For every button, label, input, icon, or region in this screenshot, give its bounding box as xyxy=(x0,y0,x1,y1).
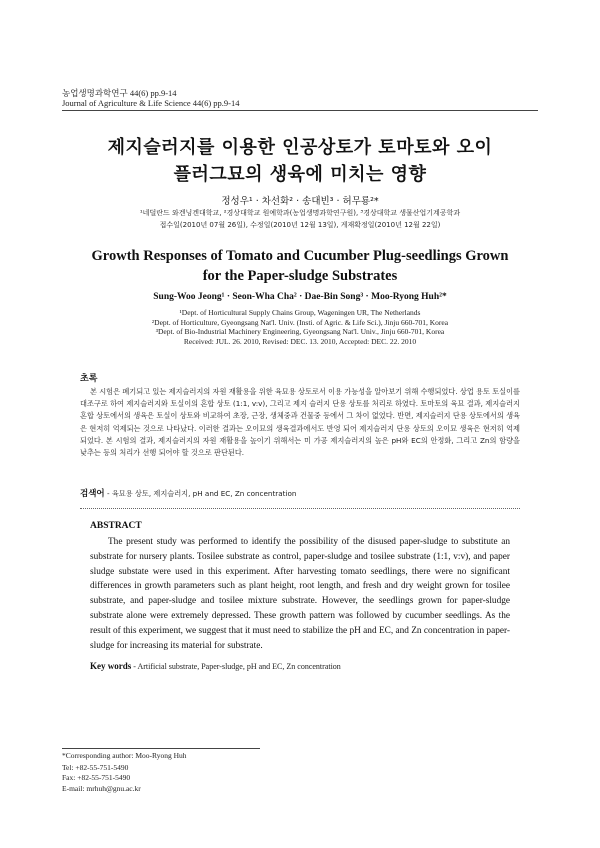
english-keywords-text: - Artificial substrate, Paper-sludge, pH and EC, Zn concentration xyxy=(133,662,341,671)
korean-title xyxy=(62,134,538,188)
english-title-line-2: for the Paper-sludge Substrates xyxy=(202,268,398,284)
corresponding-author: *Corresponding author: Moo-Ryong Huh xyxy=(62,751,187,760)
journal-header xyxy=(62,88,240,108)
korean-dates: 접수일(2010년 07월 26일), 수정일(2010년 12월 13일), 게재확정일(2010년 12월 22일) xyxy=(159,221,441,229)
journal-name-korean: 농업생명과학연구 44(6) pp.9-14 xyxy=(62,88,177,98)
korean-keywords-label: 검색어 xyxy=(80,489,105,499)
english-affiliation-3: ³Dept. of Bio-Industrial Machinery Engineering, Gyeongsang Nat'l. Univ., Jinju 660-701, Korea xyxy=(155,327,445,337)
english-affiliation-2: ²Dept. of Horticulture, Gyeongsang Nat'l. Univ. (Insti. of Agric. & Life Sci.), Jinju 660-701, Korea xyxy=(151,317,449,327)
footnote xyxy=(62,751,186,794)
english-dates: Received: JUL. 26. 2010, Revised: DEC. 13. 2010, Accepted: DEC. 22. 2010 xyxy=(183,336,417,346)
korean-keywords xyxy=(80,487,520,499)
korean-affiliation-block xyxy=(62,207,538,231)
footnote-email: E-mail: mrhuh@gnu.ac.kr xyxy=(62,783,141,793)
english-abstract-heading: ABSTRACT xyxy=(90,521,142,531)
journal-name-english: Journal of Agriculture & Life Science 44(6) pp.9-14 xyxy=(62,98,240,108)
english-title-line-1: Growth Responses of Tomato and Cucumber Plug-seedlings Grown xyxy=(91,248,509,264)
english-abstract-body: The present study was performed to identify the possibility of the disused paper-sludge to substitute an substrate for nursery plants. Tosilee substrate as control, paper-sludge and tosilee substrate (1:1, v:v), and paper sludge substate were used in this experiment. After harvesting tomato seedlings, there were no significant differences in growth parameters such as plant height, root length, and fresh and dry weight grown for tosilee substrate, and paper-sludge and tosilee mixture substrate. However, the seedlings grown for paper-sludge substrate alone were extremely depressed. These growth pattern was followed by cucumber seedlings. As the result of this experiment, we suggest that it must need to stabilize the pH and EC, and Zn concentration in paper-sludge for increasing its material for substrate. xyxy=(90,537,510,651)
korean-title-line-1: 제지슬러지를 이용한 인공상토가 토마토와 오이 xyxy=(107,137,493,158)
korean-authors: 정성우¹ · 차선화² · 송대빈³ · 허무룡²* xyxy=(221,196,379,207)
korean-abstract-heading: 초록 xyxy=(80,374,98,384)
english-keywords xyxy=(90,661,510,671)
footnote-tel: Tel: +82-55-751-5490 xyxy=(62,763,129,773)
footnote-fax: Fax: +82-55-751-5490 xyxy=(62,773,131,783)
english-authors: Sung-Woo Jeong¹ · Seon-Wha Cha² · Dae-Bin Song³ · Moo-Ryong Huh²* xyxy=(153,292,447,302)
footnote-divider xyxy=(62,748,260,749)
header-divider xyxy=(62,110,538,111)
english-affiliation-1: ¹Dept. of Horticultural Supply Chains Group, Wageningen UR, The Netherlands xyxy=(179,308,421,317)
english-title xyxy=(62,246,538,286)
english-keywords-label: Key words xyxy=(90,661,132,671)
english-affiliation-block xyxy=(62,308,538,346)
korean-keywords-text: - 육묘용 상토, 제지슬러지, pH and EC, Zn concentration xyxy=(106,489,297,498)
korean-affiliation: ¹네덜란드 와겐닝겐대학교, ²경상대학교 원예학과(농업생명과학연구원), ³경상대학교 생물산업기계공학과 xyxy=(139,209,461,217)
korean-abstract-body: 본 시험은 폐기되고 있는 제지슬러지의 자원 재활용을 위한 육묘용 상토로서 이용 가능성을 알아보기 위해 수행되었다. 상업 용토 토실이를 대조구로 하여 제지슬러지와 토실이의 혼합 상토 (1:1, v:v), 그리고 제지 슬러지 단용 상토를 처리로 하였다. 토마토의 육묘 결과, 제지슬러지 혼합 상토에서의 생육은 토실이 상토와 비교하여 초장, 근장, 생체중과 건물중 등에서 그 차이 없었다. 반면, 제지슬러지 단용 상토에서의 생육은 현저히 억제되는 것으로 나타났다. 이러한 결과는 오이묘의 생육결과에서도 반영 되어 제지슬러지 단용 상토의 오이묘 생육은 현저히 억제되었다. 본 시험의 결과, 제지슬러지의 자원 재활용을 높이기 위해서는 미 가공 제지슬러지의 높은 pH와 EC의 안정화, 그리고 Zn의 함량을 낮추는 등의 처리가 선행 되어야 할 것으로 판단된다. xyxy=(80,387,520,458)
korean-title-line-2: 플러그묘의 생육에 미치는 영향 xyxy=(173,164,427,185)
keywords-divider xyxy=(80,508,520,509)
